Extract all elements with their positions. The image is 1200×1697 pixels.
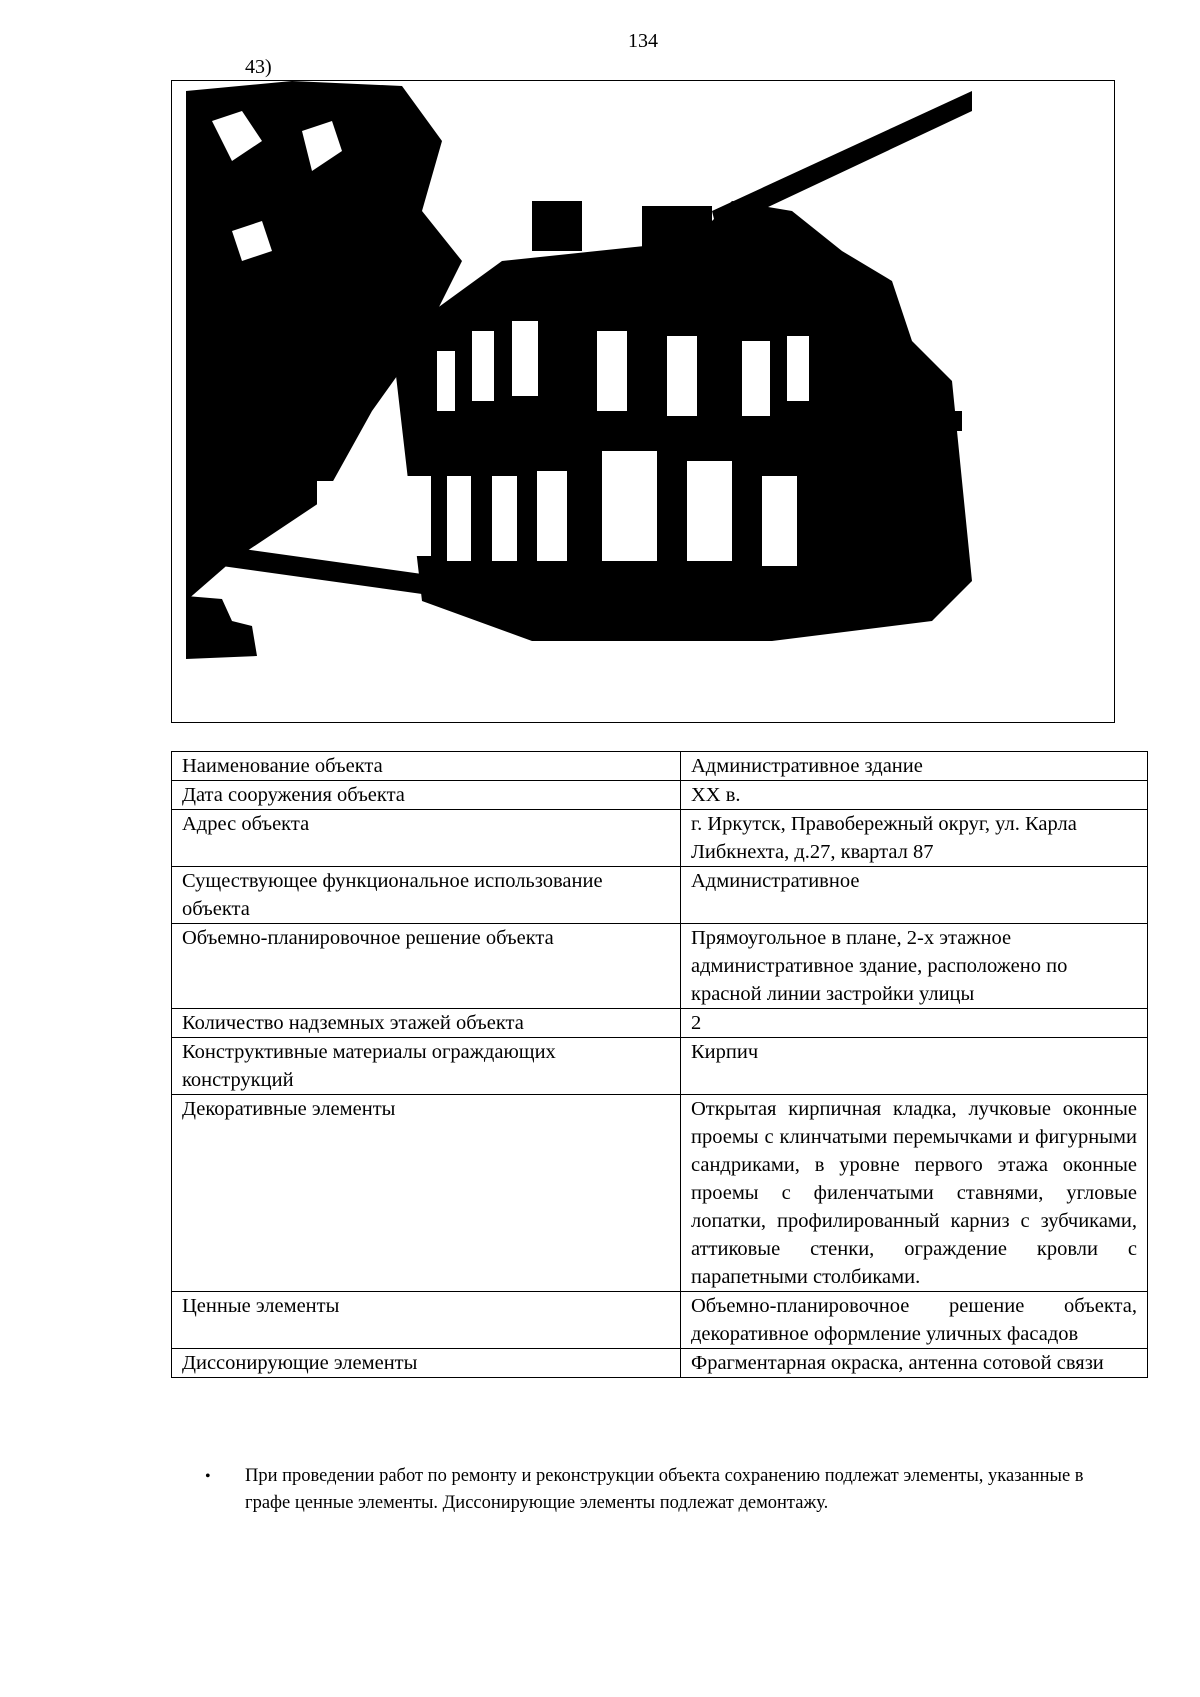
table-row [172, 752, 1148, 781]
row-label: Конструктивные материалы ограждающих конструкций [172, 1038, 681, 1095]
table-row [172, 1009, 1148, 1038]
preservation-note [205, 1463, 1085, 1517]
page-number: 134 [628, 30, 658, 52]
row-label: Наименование объекта [172, 752, 681, 781]
row-value: г. Иркутск, Правобережный округ, ул. Карла Либкнехта, д.27, квартал 87 [681, 810, 1148, 867]
table-row [172, 810, 1148, 867]
row-value: 2 [681, 1009, 1148, 1038]
row-value: XX в. [681, 781, 1148, 810]
building-photo [171, 80, 1115, 723]
row-value: Открытая кирпичная кладка, лучковые оконные проемы с клинчатыми перемычками и фигурными сандриками, в уровне первого этажа оконные проемы с филенчатыми ставнями, угловые лопатки, профилированный карниз с зубчиками, аттиковые стенки, ограждение кровли с парапетными столбиками. [681, 1095, 1148, 1292]
row-label: Диссонирующие элементы [172, 1349, 681, 1378]
row-value: Фрагментарная окраска, антенна сотовой связи [681, 1349, 1148, 1378]
table-row [172, 924, 1148, 1009]
row-label: Дата сооружения объекта [172, 781, 681, 810]
row-label: Адрес объекта [172, 810, 681, 867]
object-number: 43) [245, 56, 272, 78]
row-value: Прямоугольное в плане, 2-х этажное административное здание, расположено по красной линии застройки улицы [681, 924, 1148, 1009]
table-row [172, 867, 1148, 924]
object-info-table [171, 751, 1148, 1378]
row-value: Административное здание [681, 752, 1148, 781]
note-text: При проведении работ по ремонту и реконструкции объекта сохранению подлежат элементы, указанные в графе ценные элементы. Диссонирующие элементы подлежат демонтажу. [245, 1466, 1084, 1513]
row-label: Объемно-планировочное решение объекта [172, 924, 681, 1009]
row-label: Декоративные элементы [172, 1095, 681, 1292]
row-label: Количество надземных этажей объекта [172, 1009, 681, 1038]
table-row [172, 781, 1148, 810]
bullet-icon: • [205, 1468, 211, 1485]
row-value: Объемно-планировочное решение объекта, декоративное оформление уличных фасадов [681, 1292, 1148, 1349]
row-value: Административное [681, 867, 1148, 924]
row-label: Ценные элементы [172, 1292, 681, 1349]
table-row [172, 1038, 1148, 1095]
table-row [172, 1292, 1148, 1349]
table-row [172, 1349, 1148, 1378]
table-row [172, 1095, 1148, 1292]
row-value: Кирпич [681, 1038, 1148, 1095]
row-label: Существующее функциональное использование объекта [172, 867, 681, 924]
